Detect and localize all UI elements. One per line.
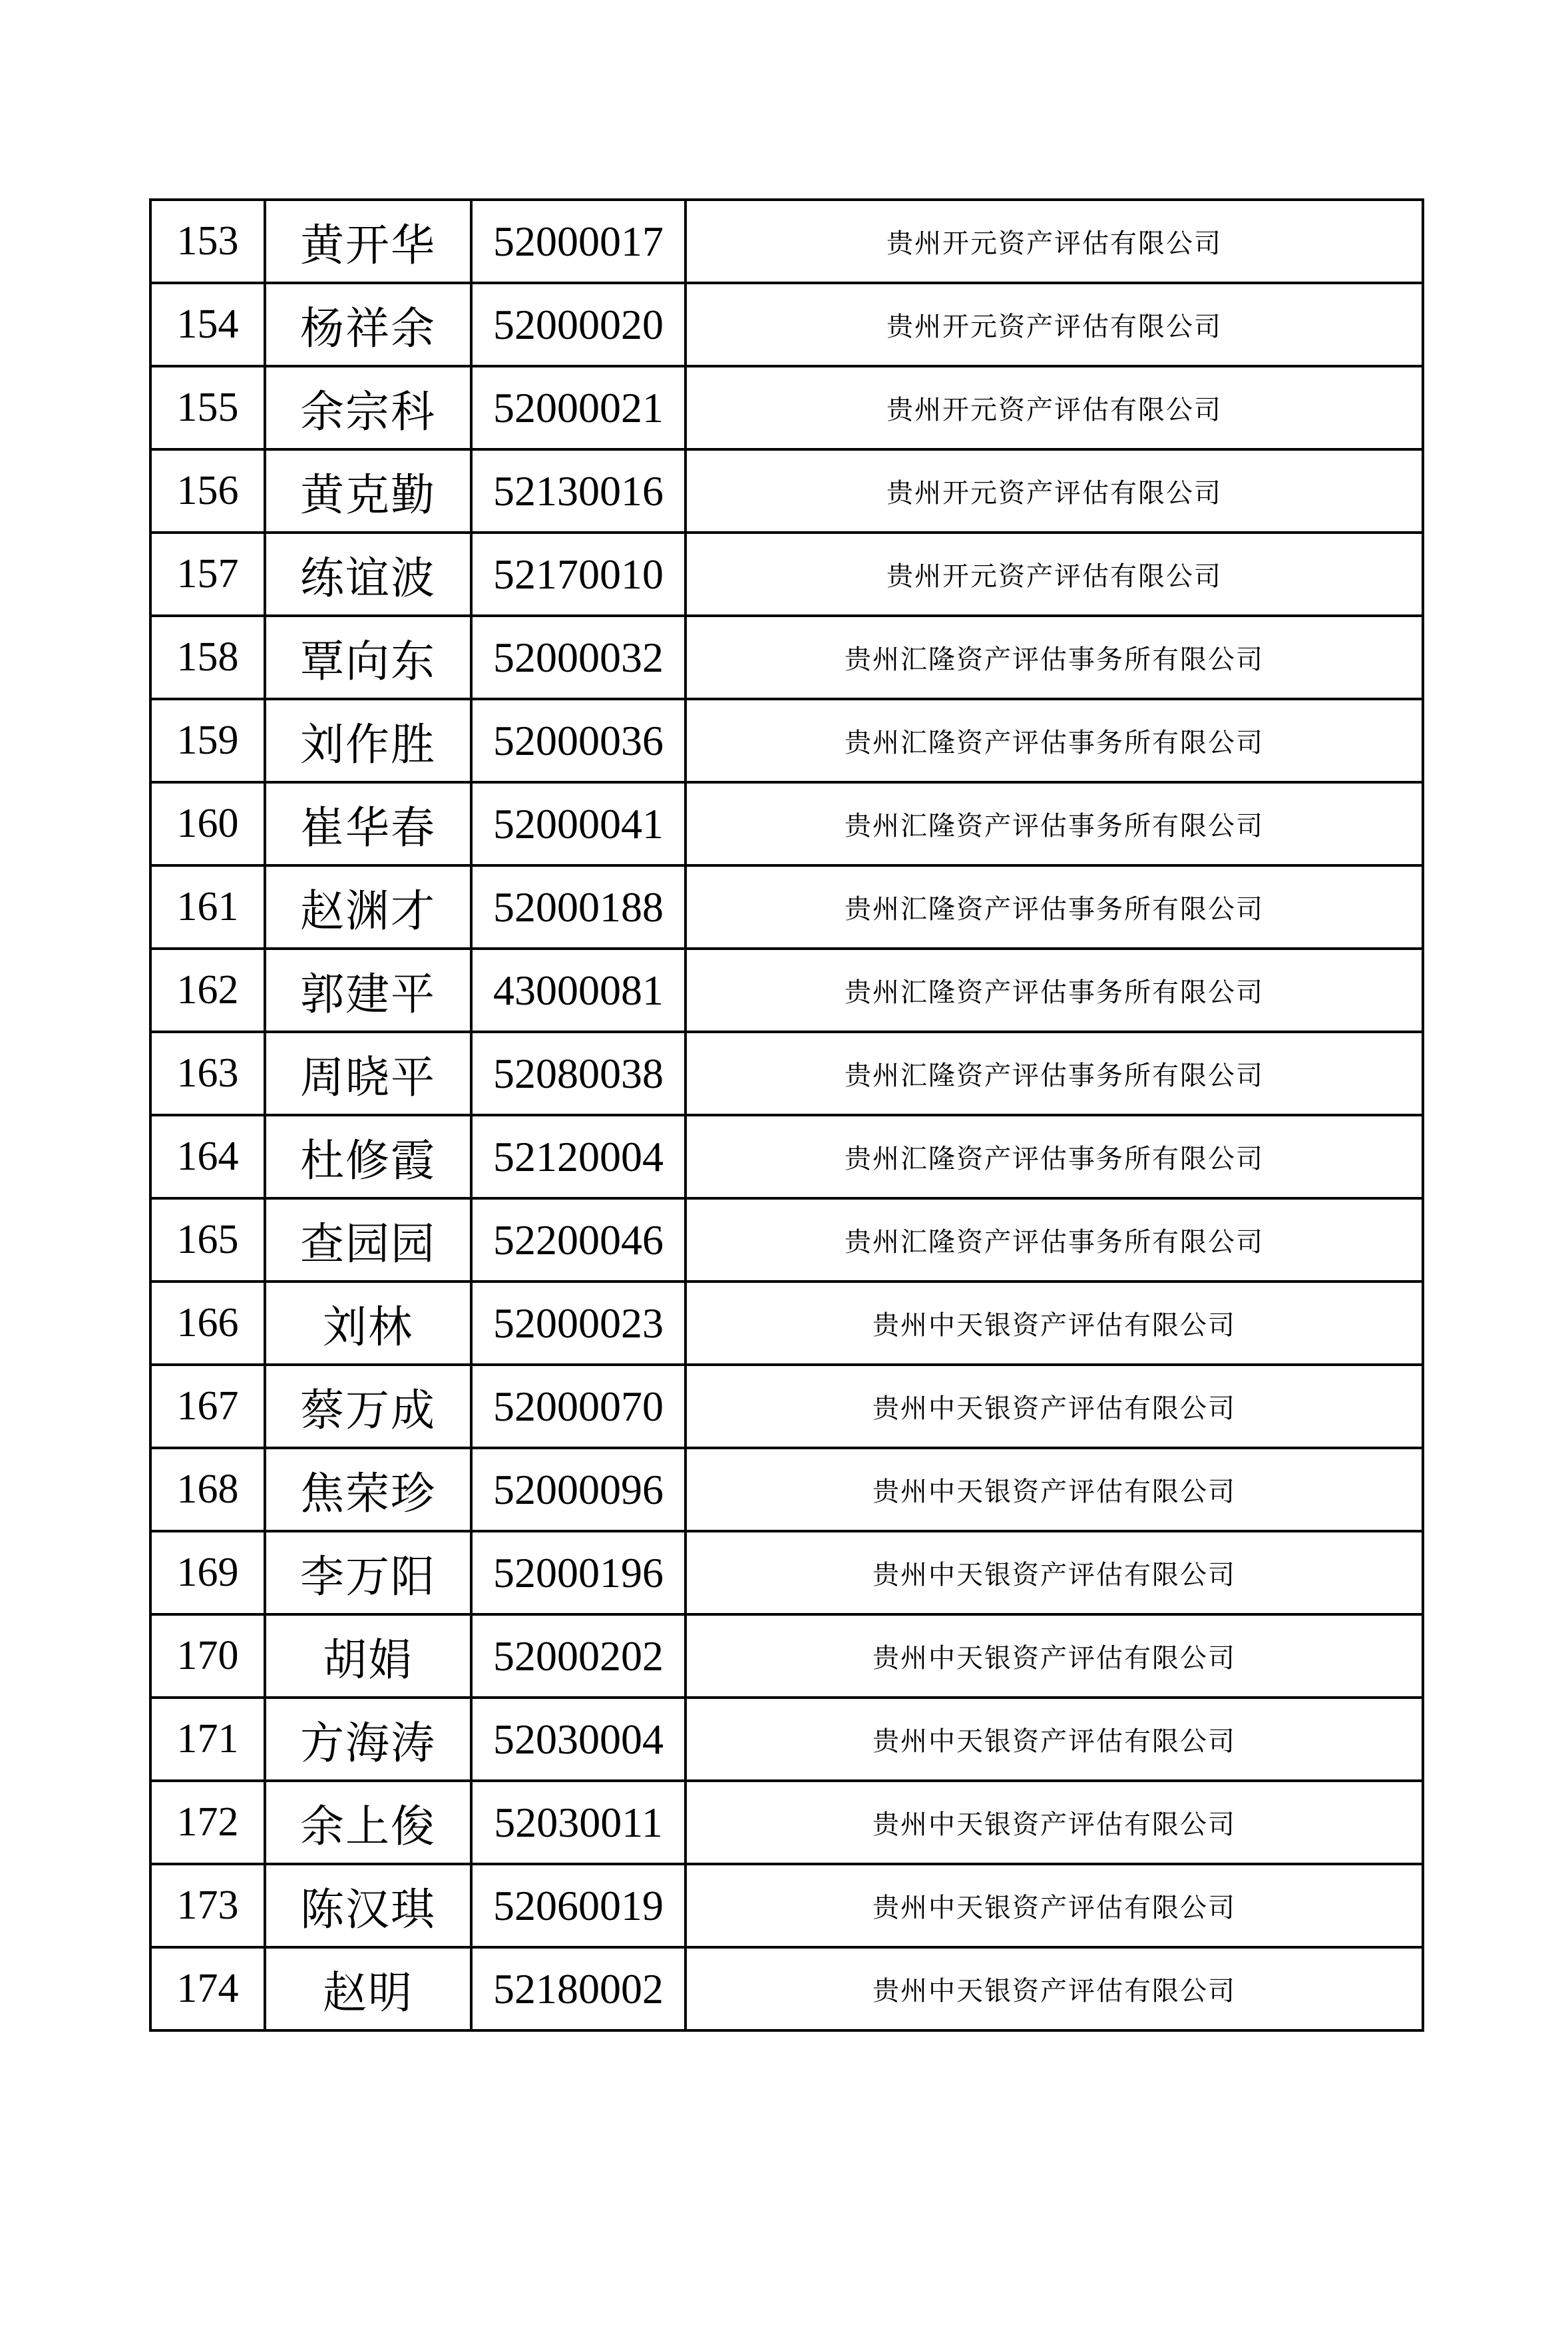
firm-name: 贵州中天银资产评估有限公司 [686,1365,1423,1448]
row-number: 172 [150,1781,265,1864]
row-number: 169 [150,1531,265,1614]
firm-name: 贵州开元资产评估有限公司 [686,533,1423,616]
appraiser-table-body [150,200,1423,2030]
row-number: 171 [150,1698,265,1781]
table-row [150,449,1423,533]
firm-name: 贵州汇隆资产评估事务所有限公司 [686,865,1423,949]
certificate-number: 52000017 [471,200,686,283]
firm-name: 贵州汇隆资产评估事务所有限公司 [686,782,1423,865]
row-number: 162 [150,949,265,1032]
row-number: 163 [150,1032,265,1115]
firm-name: 贵州汇隆资产评估事务所有限公司 [686,699,1423,782]
row-number: 160 [150,782,265,865]
certificate-number: 52000036 [471,699,686,782]
appraiser-name: 余上俊 [265,1781,471,1864]
certificate-number: 52000023 [471,1282,686,1365]
row-number: 168 [150,1448,265,1531]
table-row [150,1531,1423,1614]
firm-name: 贵州开元资产评估有限公司 [686,200,1423,283]
certificate-number: 52180002 [471,1947,686,2030]
table-row [150,533,1423,616]
firm-name: 贵州开元资产评估有限公司 [686,366,1423,449]
row-number: 156 [150,449,265,533]
firm-name: 贵州汇隆资产评估事务所有限公司 [686,1115,1423,1198]
row-number: 159 [150,699,265,782]
table-row [150,1198,1423,1282]
row-number: 161 [150,865,265,949]
firm-name: 贵州开元资产评估有限公司 [686,283,1423,366]
table-row [150,200,1423,283]
appraiser-name: 赵渊才 [265,865,471,949]
certificate-number: 52030004 [471,1698,686,1781]
appraiser-name: 刘林 [265,1282,471,1365]
certificate-number: 52000096 [471,1448,686,1531]
row-number: 174 [150,1947,265,2030]
appraiser-name: 方海涛 [265,1698,471,1781]
firm-name: 贵州中天银资产评估有限公司 [686,1698,1423,1781]
appraiser-name: 查园园 [265,1198,471,1282]
firm-name: 贵州开元资产评估有限公司 [686,449,1423,533]
table-row [150,699,1423,782]
certificate-number: 52120004 [471,1115,686,1198]
appraiser-name: 蔡万成 [265,1365,471,1448]
firm-name: 贵州中天银资产评估有限公司 [686,1864,1423,1947]
appraiser-name: 李万阳 [265,1531,471,1614]
certificate-number: 52130016 [471,449,686,533]
firm-name: 贵州中天银资产评估有限公司 [686,1531,1423,1614]
firm-name: 贵州中天银资产评估有限公司 [686,1282,1423,1365]
appraiser-name: 周晓平 [265,1032,471,1115]
firm-name: 贵州汇隆资产评估事务所有限公司 [686,1198,1423,1282]
certificate-number: 52060019 [471,1864,686,1947]
row-number: 173 [150,1864,265,1947]
certificate-number: 52000070 [471,1365,686,1448]
certificate-number: 52000021 [471,366,686,449]
row-number: 164 [150,1115,265,1198]
appraiser-name: 黄克勤 [265,449,471,533]
firm-name: 贵州汇隆资产评估事务所有限公司 [686,616,1423,699]
table-row [150,1698,1423,1781]
certificate-number: 52000032 [471,616,686,699]
certificate-number: 52000202 [471,1614,686,1698]
certificate-number: 52080038 [471,1032,686,1115]
table-row [150,1282,1423,1365]
appraiser-name: 杜修霞 [265,1115,471,1198]
firm-name: 贵州中天银资产评估有限公司 [686,1448,1423,1531]
table-row [150,1448,1423,1531]
certificate-number: 52000041 [471,782,686,865]
appraiser-name: 焦荣珍 [265,1448,471,1531]
certificate-number: 43000081 [471,949,686,1032]
table-row [150,1365,1423,1448]
table-row [150,1864,1423,1947]
table-row [150,1032,1423,1115]
appraiser-name: 刘作胜 [265,699,471,782]
certificate-number: 52170010 [471,533,686,616]
appraiser-name: 郭建平 [265,949,471,1032]
table-row [150,283,1423,366]
row-number: 167 [150,1365,265,1448]
firm-name: 贵州中天银资产评估有限公司 [686,1614,1423,1698]
table-row [150,1614,1423,1698]
appraiser-name: 陈汉琪 [265,1864,471,1947]
row-number: 154 [150,283,265,366]
row-number: 153 [150,200,265,283]
appraiser-name: 余宗科 [265,366,471,449]
certificate-number: 52000020 [471,283,686,366]
row-number: 155 [150,366,265,449]
table-row [150,616,1423,699]
appraiser-table [149,198,1424,2032]
appraiser-name: 练谊波 [265,533,471,616]
firm-name: 贵州中天银资产评估有限公司 [686,1947,1423,2030]
table-row [150,1947,1423,2030]
table-row [150,865,1423,949]
appraiser-name: 杨祥余 [265,283,471,366]
firm-name: 贵州中天银资产评估有限公司 [686,1781,1423,1864]
certificate-number: 52000188 [471,865,686,949]
certificate-number: 52030011 [471,1781,686,1864]
firm-name: 贵州汇隆资产评估事务所有限公司 [686,1032,1423,1115]
appraiser-name: 胡娟 [265,1614,471,1698]
appraiser-name: 赵明 [265,1947,471,2030]
table-row [150,1781,1423,1864]
row-number: 170 [150,1614,265,1698]
appraiser-name: 黄开华 [265,200,471,283]
table-row [150,1115,1423,1198]
row-number: 166 [150,1282,265,1365]
row-number: 158 [150,616,265,699]
certificate-number: 52200046 [471,1198,686,1282]
table-row [150,949,1423,1032]
table-row [150,366,1423,449]
row-number: 157 [150,533,265,616]
row-number: 165 [150,1198,265,1282]
certificate-number: 52000196 [471,1531,686,1614]
table-row [150,782,1423,865]
appraiser-name: 崔华春 [265,782,471,865]
firm-name: 贵州汇隆资产评估事务所有限公司 [686,949,1423,1032]
appraiser-name: 覃向东 [265,616,471,699]
roster-sheet [149,198,1422,2032]
